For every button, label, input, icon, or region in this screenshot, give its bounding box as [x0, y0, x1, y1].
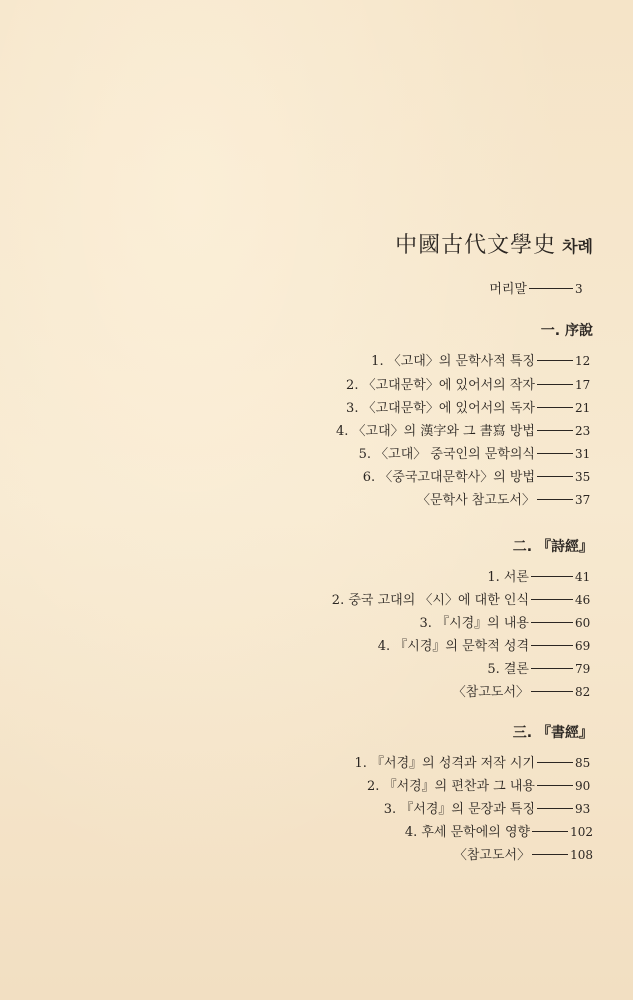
toc-entry-page: 31: [575, 447, 591, 461]
leader-line: [537, 430, 573, 431]
toc-entry-label: 3. 『시경』의 내용: [419, 616, 529, 631]
leader-line: [531, 645, 573, 646]
leader-line: [537, 407, 573, 408]
toc-entry-page: 102: [570, 825, 593, 839]
toc-entry: [371, 350, 593, 369]
leader-line: [537, 785, 573, 786]
book-title: 中國古代文學史: [395, 233, 557, 258]
toc-entry-page: 69: [575, 639, 591, 653]
toc-entry-page: 23: [575, 424, 591, 438]
toc-entry: [346, 374, 593, 393]
toc-entry: [417, 489, 593, 508]
toc-entry: [367, 775, 593, 794]
toc-entry-label: 5. 〈고대〉 중국인의 문학의식: [358, 447, 535, 462]
leader-line: [532, 854, 568, 855]
leader-line: [537, 476, 573, 477]
leader-line: [537, 384, 573, 385]
toc-entry-label: 4. 〈고대〉의 漢字와 그 書寫 방법: [336, 424, 535, 439]
toc-entry-label: 3. 〈고대문학〉에 있어서의 독자: [346, 401, 535, 416]
section-heading-1: 一. 序說: [540, 323, 593, 339]
toc-entry-page: 108: [570, 848, 593, 862]
toc-entry-label: 5. 결론: [487, 662, 529, 677]
leader-line: [532, 831, 568, 832]
leader-line: [531, 576, 573, 577]
toc-entry-label: 2. 〈고대문학〉에 있어서의 작자: [346, 378, 535, 393]
toc-entry-page: 41: [575, 570, 591, 584]
leader-line: [531, 599, 573, 600]
toc-entry-page: 37: [575, 493, 591, 507]
leader-line: [537, 499, 573, 500]
leader-line: [531, 622, 573, 623]
contents-label: 차례: [562, 237, 593, 256]
toc-entry: [454, 844, 593, 863]
toc-entry-label: 머리말: [489, 282, 527, 297]
toc-entry-label: 4. 『시경』의 문학적 성격: [377, 639, 529, 654]
page-title: [395, 228, 593, 259]
section-heading-2: 二. 『詩經』: [512, 539, 593, 555]
toc-entry-label: 1. 〈고대〉의 문학사적 특징: [371, 354, 535, 369]
toc-entry: [378, 635, 593, 654]
toc-entry: [487, 658, 593, 677]
toc-entry-page: 93: [575, 802, 591, 816]
toc-entry-page: 3: [575, 282, 583, 296]
toc-entry-page: 79: [575, 662, 591, 676]
toc-entry: [336, 420, 593, 439]
toc-entry-label: 1. 서론: [487, 570, 529, 585]
toc-entry-page: 12: [575, 354, 591, 368]
toc-entry-label: 3. 『서경』의 문장과 특징: [383, 802, 535, 817]
toc-entry: [332, 589, 593, 608]
toc-entry: [420, 612, 593, 631]
toc-entry-page: 46: [575, 593, 591, 607]
leader-line: [537, 808, 573, 809]
toc-entry: [384, 798, 593, 817]
toc-entry: [453, 681, 593, 700]
toc-entry-label: 〈문학사 참고도서〉: [416, 493, 535, 508]
leader-line: [531, 668, 573, 669]
toc-entry-label: 1. 『서경』의 성격과 저작 시기: [354, 756, 535, 771]
toc-entry-preface: [489, 278, 593, 297]
leader-line: [531, 691, 573, 692]
toc-entry: [363, 466, 593, 485]
toc-entry: [346, 397, 593, 416]
leader-line: [537, 360, 573, 361]
toc-entry-page: 21: [575, 401, 591, 415]
toc-entry-page: 90: [575, 779, 591, 793]
leader-line: [537, 762, 573, 763]
toc-entry-page: 17: [575, 378, 591, 392]
toc-entry: [359, 443, 593, 462]
toc-entry-label: 〈참고도서〉: [453, 848, 531, 863]
section-heading-3: 三. 『書經』: [512, 725, 593, 741]
toc-entry-page: 82: [575, 685, 591, 699]
toc-entry-page: 35: [575, 470, 591, 484]
toc-entry-page: 60: [575, 616, 591, 630]
leader-line: [537, 453, 573, 454]
toc-entry: [487, 566, 593, 585]
leader-line: [529, 288, 573, 289]
toc-entry: [354, 752, 593, 771]
toc-entry-label: 2. 『서경』의 편찬과 그 내용: [367, 779, 535, 794]
toc-entry-page: 85: [575, 756, 591, 770]
toc-entry: [405, 821, 593, 840]
toc-entry-label: 2. 중국 고대의 〈시〉에 대한 인식: [331, 593, 529, 608]
toc-entry-label: 〈참고도서〉: [452, 685, 529, 700]
toc-entry-label: 4. 후세 문학에의 영향: [404, 825, 531, 840]
toc-entry-label: 6. 〈중국고대문학사〉의 방법: [362, 470, 535, 485]
